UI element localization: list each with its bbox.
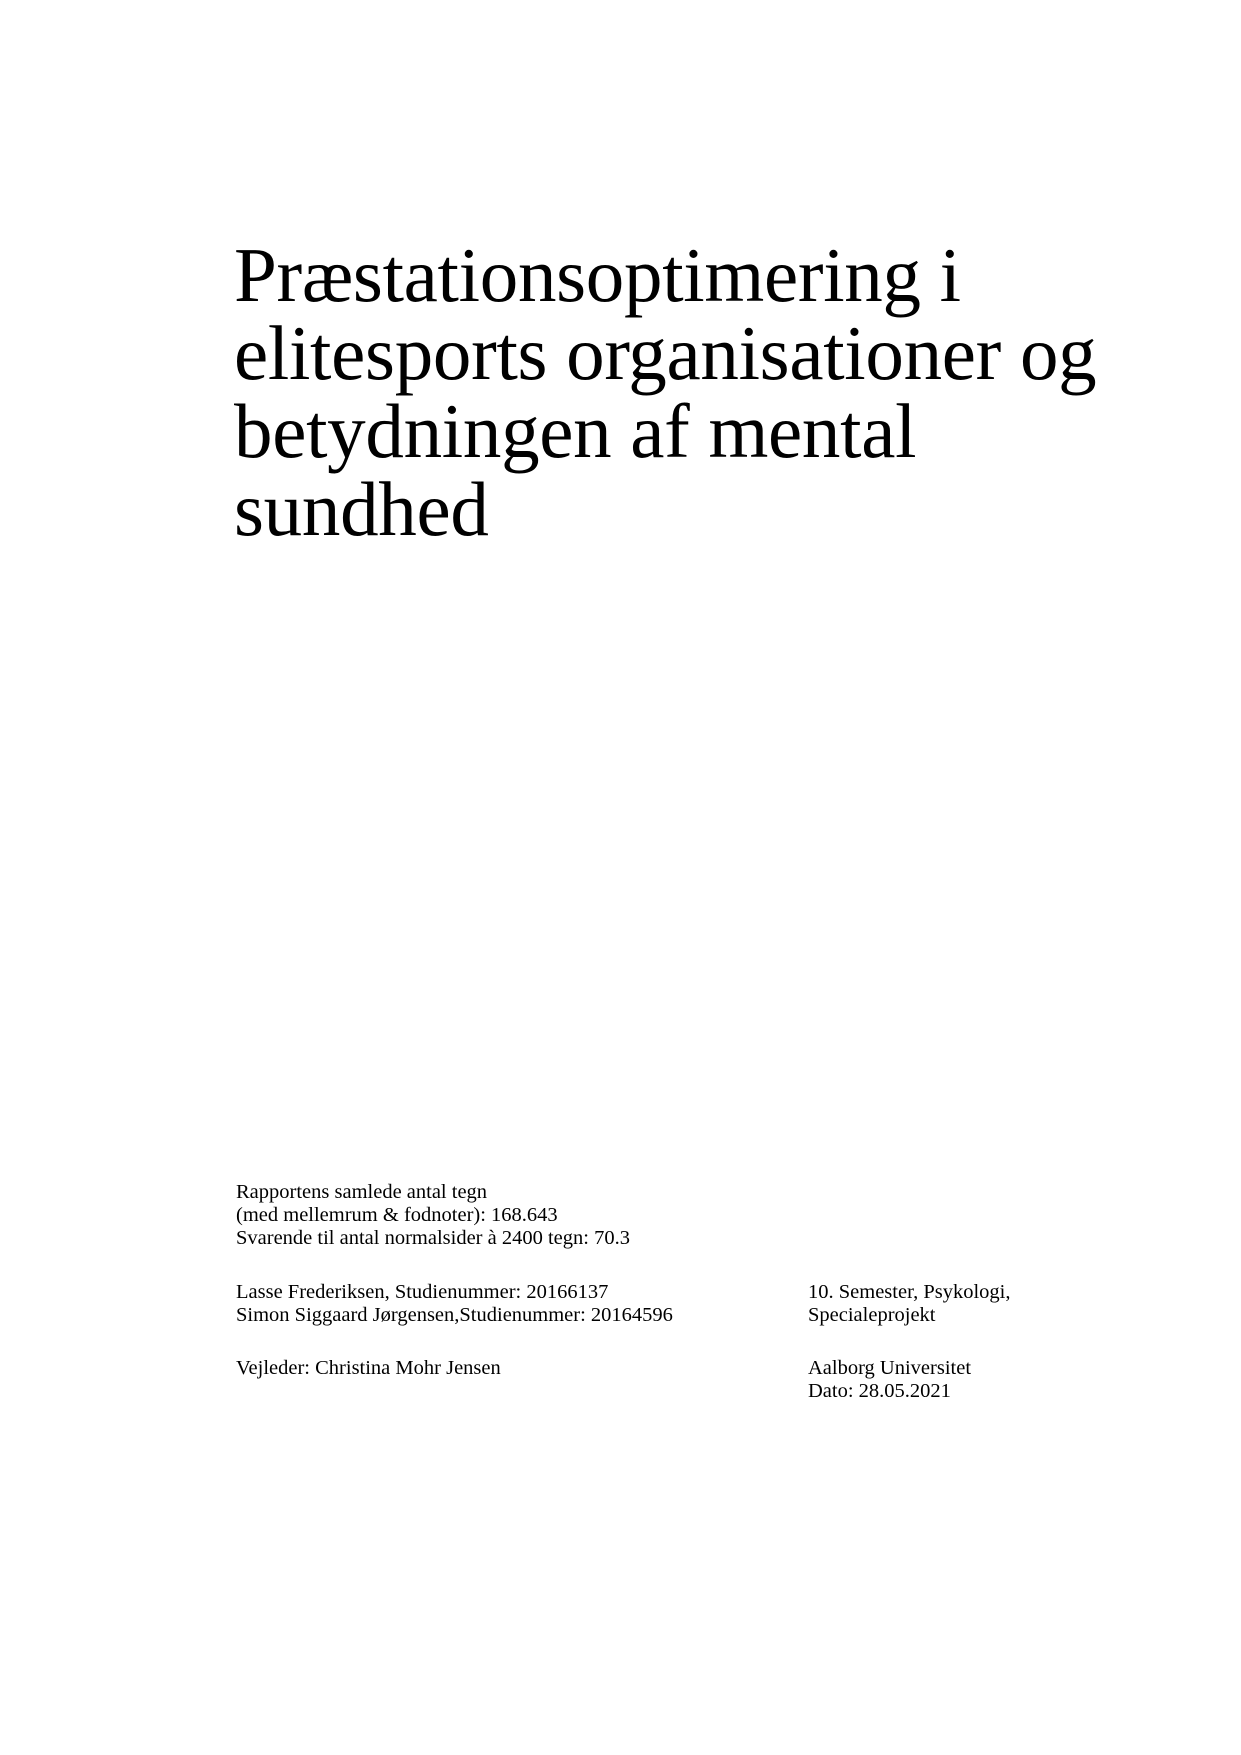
author-2: Simon Siggaard Jørgensen,Studienummer: 20164596: [236, 1304, 673, 1326]
character-count-label: Rapportens samlede antal tegn: [236, 1181, 488, 1203]
title-line-1: Præstationsoptimering i: [234, 232, 961, 318]
character-count-value: (med mellemrum & fodnoter): 168.643: [236, 1204, 558, 1226]
author-1: Lasse Frederiksen, Studienummer: 20166137: [236, 1281, 609, 1303]
submission-date: Dato: 28.05.2021: [808, 1380, 951, 1402]
document-title: [234, 232, 1134, 552]
supervisor-block: [236, 1357, 501, 1380]
character-count-block: [236, 1181, 630, 1250]
authors-block: [236, 1281, 673, 1327]
supervisor: Vejleder: Christina Mohr Jensen: [236, 1357, 501, 1379]
university-name: Aalborg Universitet: [808, 1357, 972, 1379]
institution-block: [808, 1357, 971, 1403]
course-block: [808, 1281, 1010, 1327]
title-line-3: betydningen af mental: [234, 388, 917, 474]
title-line-4: sundhed: [234, 466, 489, 552]
semester-program: 10. Semester, Psykologi,: [808, 1281, 1011, 1303]
project-type: Specialeprojekt: [808, 1304, 936, 1326]
title-line-2: elitesports organisationer og: [234, 310, 1097, 396]
normal-pages-value: Svarende til antal normalsider à 2400 tegn: 70.3: [236, 1227, 630, 1249]
